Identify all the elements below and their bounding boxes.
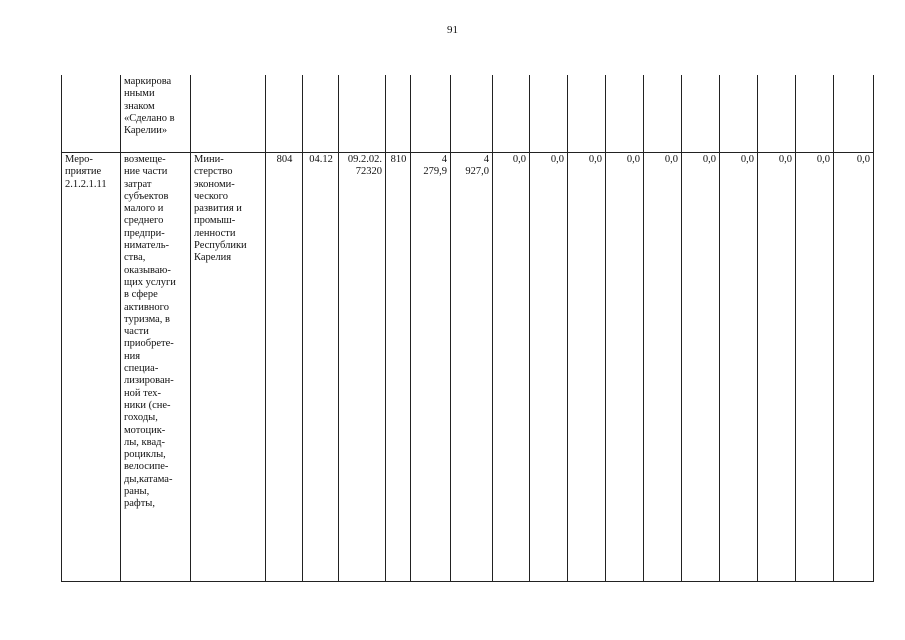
cell-value [568,75,606,153]
cell-label: Меро- приятие 2.1.2.1.11 [62,153,121,582]
cell-value: 0,0 [530,153,568,582]
cell-value: 4 927,0 [451,153,493,582]
cell-executor [191,75,266,153]
cell-value [644,75,682,153]
cell-value [411,75,451,153]
cell-value: 0,0 [606,153,644,582]
cell-rzpr: 04.12 [303,153,339,582]
cell-value [834,75,874,153]
cell-vr [386,75,411,153]
page-number: 91 [447,24,458,36]
cell-grbs: 804 [266,153,303,582]
cell-grbs [266,75,303,153]
cell-value [796,75,834,153]
cell-value: 0,0 [834,153,874,582]
cell-value: 0,0 [493,153,530,582]
cell-value: 0,0 [568,153,606,582]
cell-value [493,75,530,153]
cell-csr: 09.2.02. 72320 [339,153,386,582]
cell-value [682,75,720,153]
cell-value [758,75,796,153]
cell-value [720,75,758,153]
continuation-row [62,75,874,153]
cell-vr: 810 [386,153,411,582]
cell-rzpr [303,75,339,153]
cell-value [530,75,568,153]
cell-csr [339,75,386,153]
cell-value: 4 279,9 [411,153,451,582]
cell-executor: Мини- стерство экономи- ческого развития и промыш- ленности Республики Карелия [191,153,266,582]
cell-value [606,75,644,153]
budget-table [61,75,874,582]
cell-value: 0,0 [796,153,834,582]
cell-label [62,75,121,153]
cell-description: маркирова нными знаком «Сделано в Карелии» [121,75,191,153]
cell-value [451,75,493,153]
cell-description: возмеще- ние части затрат субъектов малого и среднего предпри- ниматель- ства, оказываю- щих услуги в сфере активного туризма, в части приобрете- ния специа- лизирован- ной тех- ники (сне- гоходы, мотоцик- лы, квад- роциклы, велосипе- ды,катама- раны, рафты, [121,153,191,582]
cell-value: 0,0 [682,153,720,582]
cell-value: 0,0 [720,153,758,582]
cell-value: 0,0 [644,153,682,582]
cell-value: 0,0 [758,153,796,582]
event-row [62,153,874,582]
